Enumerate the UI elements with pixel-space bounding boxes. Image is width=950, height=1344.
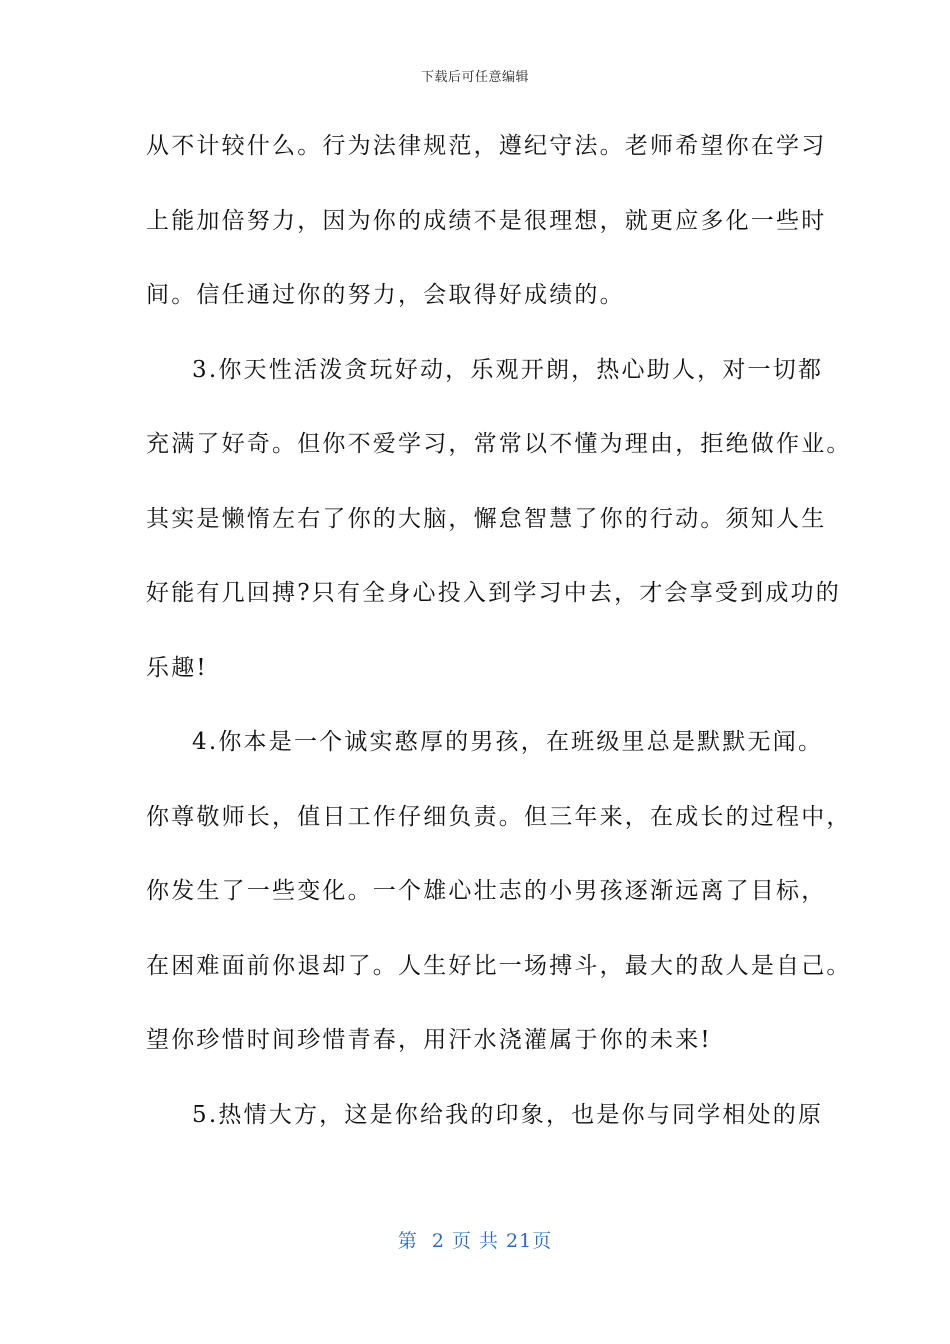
paragraph-5-start: 5.热情大方，这是你给我的印象，也是你与同学相处的原: [192, 1101, 824, 1128]
text-line: 望你珍惜时间珍惜青春，用汗水浇灌属于你的未来!: [146, 1027, 712, 1053]
text-line: 上能加倍努力，因为你的成绩不是很理想，就更应多化一些时: [146, 207, 827, 234]
paragraph-3-start: 3.你天性活泼贪玩好动，乐观开朗，热心助人，对一切都: [192, 356, 824, 383]
text-line: 其实是懒惰左右了你的大脑，懈怠智慧了你的行动。须知人生: [146, 505, 827, 532]
text-line: 乐趣!: [146, 654, 208, 681]
text-line: 充满了好奇。但你不爱学习，常常以不懂为理由，拒绝做作业。: [146, 431, 852, 457]
text-line: 间。信任通过你的努力，会取得好成绩的。: [146, 282, 625, 308]
page-header: 下载后可任意编辑: [420, 70, 529, 85]
text-line: 你发生了一些变化。一个雄心壮志的小男孩逐渐远离了目标，: [146, 878, 827, 904]
text-line: 你尊敬师长，值日工作仔细负责。但三年来，在成长的过程中，: [146, 803, 852, 830]
document-body: [146, 128, 852, 1171]
text-line: 从不计较什么。行为法律规范，遵纪守法。老师希望你在学习: [146, 133, 827, 159]
text-line: 好能有几回搏?只有全身心投入到学习中去，才会享受到成功的: [146, 580, 841, 606]
page-number-footer: 第 2 页 共 21页: [397, 1230, 553, 1252]
text-line: 在困难面前你退却了。人生好比一场搏斗，最大的敌人是自己。: [146, 952, 852, 979]
paragraph-4-start: 4.你本是一个诚实憨厚的男孩，在班级里总是默默无闻。: [192, 729, 824, 755]
